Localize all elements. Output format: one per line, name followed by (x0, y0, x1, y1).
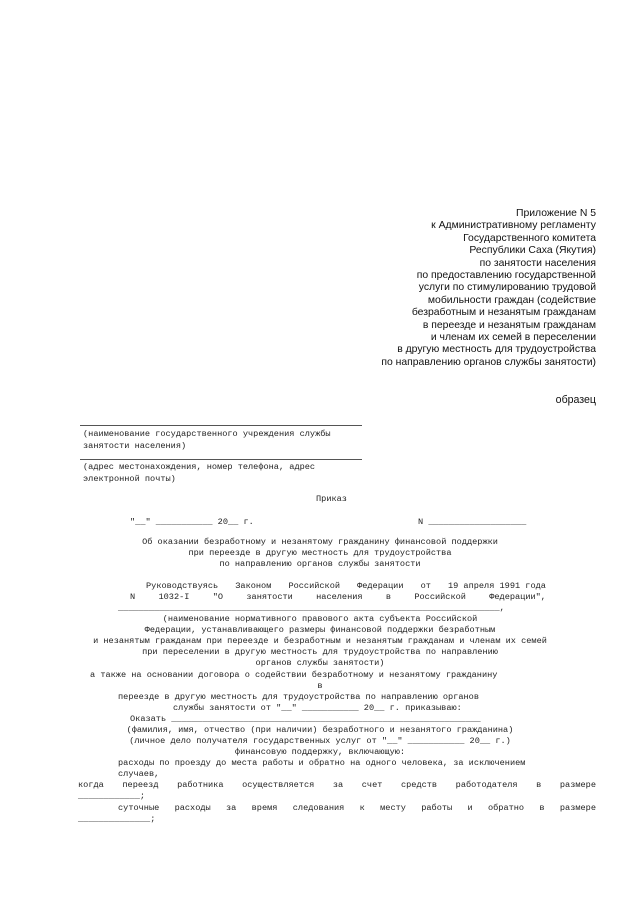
annex-line: Республики Саха (Якутия) (469, 245, 596, 257)
word: в (539, 803, 545, 813)
word: занятости (246, 592, 293, 602)
travel-expenses-line: расходы по проезду до места работы и обратно на одного человека, за исключением (118, 758, 526, 768)
basis-line (146, 581, 546, 591)
order-title: Приказ (316, 494, 347, 504)
contract-line: в (317, 681, 323, 691)
word: и (467, 803, 473, 813)
basis-line (130, 592, 546, 602)
word: размере (559, 780, 596, 790)
institution-name-caption: (наименование государственного учреждения службы (83, 429, 331, 439)
word: Российской (288, 581, 341, 591)
word: следования (292, 803, 345, 813)
institution-name-caption: занятости населения) (83, 441, 187, 451)
word: размере (559, 803, 596, 813)
word: 19 апреля 1991 года (447, 581, 546, 591)
annex-line: в переезде и незанятым гражданам (422, 319, 596, 331)
act-caption: органов службы занятости) (255, 658, 385, 668)
word: Федерации", (489, 592, 546, 602)
travel-expenses-amount: ____________; (78, 791, 146, 801)
order-subject: при переезде в другую местность для трудоустройства (188, 548, 452, 558)
travel-expenses-line (78, 780, 596, 790)
annex-line: безработным и незанятым гражданам (411, 307, 596, 319)
word: населения (316, 592, 363, 602)
word: обратно (487, 803, 525, 813)
word: переезд (122, 780, 159, 790)
act-caption: при переселении в другую местность для трудоустройства по направлению (142, 647, 498, 657)
normative-act-line: __________________________________________________________________________, (118, 603, 505, 613)
annex-line: в другую местность для трудоустройства (397, 344, 596, 356)
sample-label: образец (555, 394, 596, 406)
word: месту (380, 803, 406, 813)
contract-line: а также на основании договора о содействии безработному и незанятому гражданину (90, 670, 498, 680)
word: суточные (118, 803, 160, 813)
word: "О (212, 592, 224, 602)
word: от (420, 581, 431, 591)
daily-expenses-amount: ______________; (78, 814, 156, 824)
order-number-line: N ___________________ (418, 517, 527, 527)
order-date-line: "__" ___________ 20__ г. (130, 517, 254, 527)
word: время (251, 803, 278, 813)
annex-header (296, 208, 596, 369)
institution-address-caption: электронной почты) (83, 474, 176, 484)
word: в (536, 780, 542, 790)
word: счет (361, 780, 383, 790)
word: работника (177, 780, 224, 790)
word: средств (400, 780, 438, 790)
act-caption: Федерации, устанавливающего размеры финансовой поддержки безработным (144, 625, 496, 635)
grant-line: Оказать ____________________________________________________________ (130, 714, 481, 724)
annex-line: Приложение N 5 (516, 208, 596, 219)
annex-line: по занятости населения (479, 257, 596, 269)
grant-caption: (личное дело получателя государственных услуг от "__" ___________ 20__ г.) (129, 736, 511, 746)
annex-line: по направлению органов службы занятости) (381, 356, 596, 368)
institution-address-line (80, 459, 362, 460)
word: расходы (174, 803, 211, 813)
contract-line: переезде в другую местность для трудоустройства по направлению органов (118, 692, 479, 702)
word: работы (421, 803, 453, 813)
word: N (130, 592, 136, 602)
word: Руководствуясь (146, 581, 219, 591)
act-caption: и незанятым гражданам при переезде и безработным и незанятым гражданам и членам их семей (93, 636, 547, 646)
word: Федерации (357, 581, 404, 591)
word: к (359, 803, 365, 813)
act-caption: (наименование нормативного правового акта субъекта Российской (162, 614, 478, 624)
contract-line: службы занятости от "__" ___________ 20__ г. приказываю: (173, 703, 462, 713)
travel-expenses-line: случаев, (118, 769, 160, 779)
annex-line: и членам их семей в переселении (430, 332, 596, 344)
grant-caption: (фамилия, имя, отчество (при наличии) безработного и незанятого гражданина) (126, 725, 514, 735)
annex-line: к Административному регламенту (431, 220, 596, 232)
annex-line: услуги по стимулированию трудовой (418, 282, 596, 294)
annex-line: Государственного комитета (463, 232, 596, 244)
annex-line: по предоставлению государственной (416, 270, 596, 282)
order-subject: Об оказании безработному и незанятому гражданину финансовой поддержки (142, 537, 498, 547)
word: работодателя (455, 780, 518, 790)
word: Российской (414, 592, 466, 602)
word: когда (78, 780, 104, 790)
institution-name-line (80, 425, 362, 426)
word: Законом (235, 581, 272, 591)
grant-caption: финансовую поддержку, включающую: (234, 747, 406, 757)
order-subject: по направлению органов службы занятости (219, 559, 421, 569)
annex-line: мобильности граждан (содействие (427, 294, 596, 306)
word: 1032-I (158, 592, 190, 602)
word: осуществляется (242, 780, 315, 790)
institution-address-caption: (адрес местонахождения, номер телефона, адрес (83, 462, 316, 472)
word: за (332, 780, 344, 790)
word: за (226, 803, 237, 813)
daily-expenses-line (118, 803, 596, 813)
word: в (385, 592, 392, 602)
